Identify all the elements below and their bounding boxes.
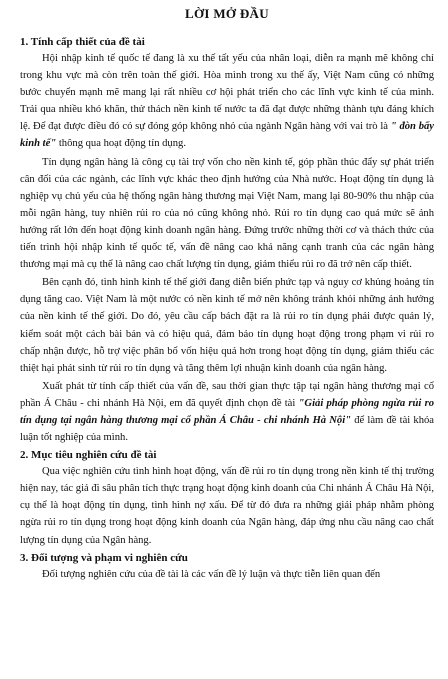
paragraph-1-quote: " đòn bẩy kinh tế" <box>20 121 434 150</box>
paragraph-6: Đối tượng nghiên cứu của đề tài là các vấn đề lý luận và thực tiễn liên quan đến <box>42 568 381 580</box>
paragraph-4-text-a: Xuất phát từ tính cấp thiết của vấn đề, sau thời gian thực tập tại ngân hàng thương mại cổ phần Á Châu - chi nhánh Hà Nội, em đã quyết định chọn đề tài <box>20 380 434 409</box>
section-2-heading: 2. Mục tiêu nghiên cứu đề tài <box>20 449 157 462</box>
paragraph-1-text-b: thông qua hoạt động tín dụng. <box>58 138 186 150</box>
paragraph-1 <box>20 50 434 153</box>
document-title: LỜI MỞ ĐẦU <box>185 6 269 21</box>
paragraph-4-topic: "Giải pháp phòng ngừa rủi ro tín dụng tại ngân hàng thương mại cổ phần Á Châu - chi nhánh Hà Nội" <box>20 397 434 426</box>
section-3-heading: 3. Đối tượng và phạm vi nghiên cứu <box>20 551 188 564</box>
paragraph-1-text-a: Hội nhập kinh tế quốc tế đang là xu thế tất yếu của nhân loại, diễn ra mạnh mẽ không chỉ trong khu vực mà còn trên toàn thế giới. Hòa mình trong xu thế ấy, Việt Nam cũng có những bước chuyển mạnh mẽ mang lại rất nhiều cơ hội phát triển cho các lĩnh vực kinh tế của mình. Trải qua nhiều khó khăn, thử thách nền kinh tế nước ta đã đạt được những thành tựu đáng khích lệ. Để đạt được điều đó có sự đóng góp không nhỏ của ngành Ngân hàng với vai trò là <box>20 53 434 133</box>
paragraph-3: Bên cạnh đó, tình hình kinh tế thế giới đang diễn biến phức tạp và nguy cơ khủng hoảng tín dụng tăng cao. Việt Nam là một nước có nền kinh tế mở nên không tránh khỏi những ảnh hưởng của nền kinh tế thế giới. Do đó, yêu cầu cấp bách đặt ra là rủi ro tín dụng phải được quản lý, kiểm soát một cách bài bản và có hiệu quả, đảm bảo tín dụng hoạt động trong phạm vi rủi ro chấp nhận được, hỗ trợ việc phân bổ vốn hiệu quả hơn trong hoạt động tín dụng, giảm thiểu các thiệt hại phát sinh từ rủi ro tín dụng và tăng thêm lợi nhuận kinh doanh của ngân hàng. <box>20 277 434 374</box>
paragraph-2: Tín dụng ngân hàng là công cụ tài trợ vốn cho nền kinh tế, góp phần thúc đẩy sự phát triển cân đối của các ngành, các lĩnh vực khác theo định hướng của Nhà nước. Hoạt động tín dụng là nghiệp vụ chủ yếu của hệ thống ngân hàng thương mại Việt Nam, mang lại 80-90% thu nhập của mỗi ngân hàng, tuy nhiên rủi ro của nó cũng không nhỏ. Rủi ro tín dụng cao quá mức sẽ ảnh hưởng rất lớn đến hoạt động kinh doanh ngân hàng. Đứng trước những thời cơ và thách thức của tiến trình hội nhập kinh tế quốc tế, vấn đề nâng cao khả năng cạnh tranh của các ngân hàng thương mại mà cụ thể là nâng cao chất lượng tín dụng, giảm thiểu rủi ro đã trở nên cấp thiết. <box>20 156 434 271</box>
section-1-heading: 1. Tính cấp thiết của đề tài <box>20 36 145 48</box>
paragraph-4-text-b: để làm đề tài khóa luận tốt nghiệp của mình. <box>20 414 434 444</box>
paragraph-5: Qua việc nghiên cứu tình hình hoạt động, vấn đề rủi ro tín dụng trong nền kinh tế thị trường hiện nay, tác giả đi sâu phân tích thực trạng hoạt động kinh doanh của Chi nhánh Á Châu Hà Nội, cụ thể là hoạt động tín dụng, tình hình nợ xấu. Để từ đó đưa ra những giải pháp nhằm phòng ngừa rủi ro tín dụng trong hoạt động kinh doanh của Ngân hàng, đáp ứng nhu cầu nâng cao chất lượng tín dụng của Ngân hàng. <box>20 466 434 546</box>
paragraph-4 <box>20 378 434 446</box>
